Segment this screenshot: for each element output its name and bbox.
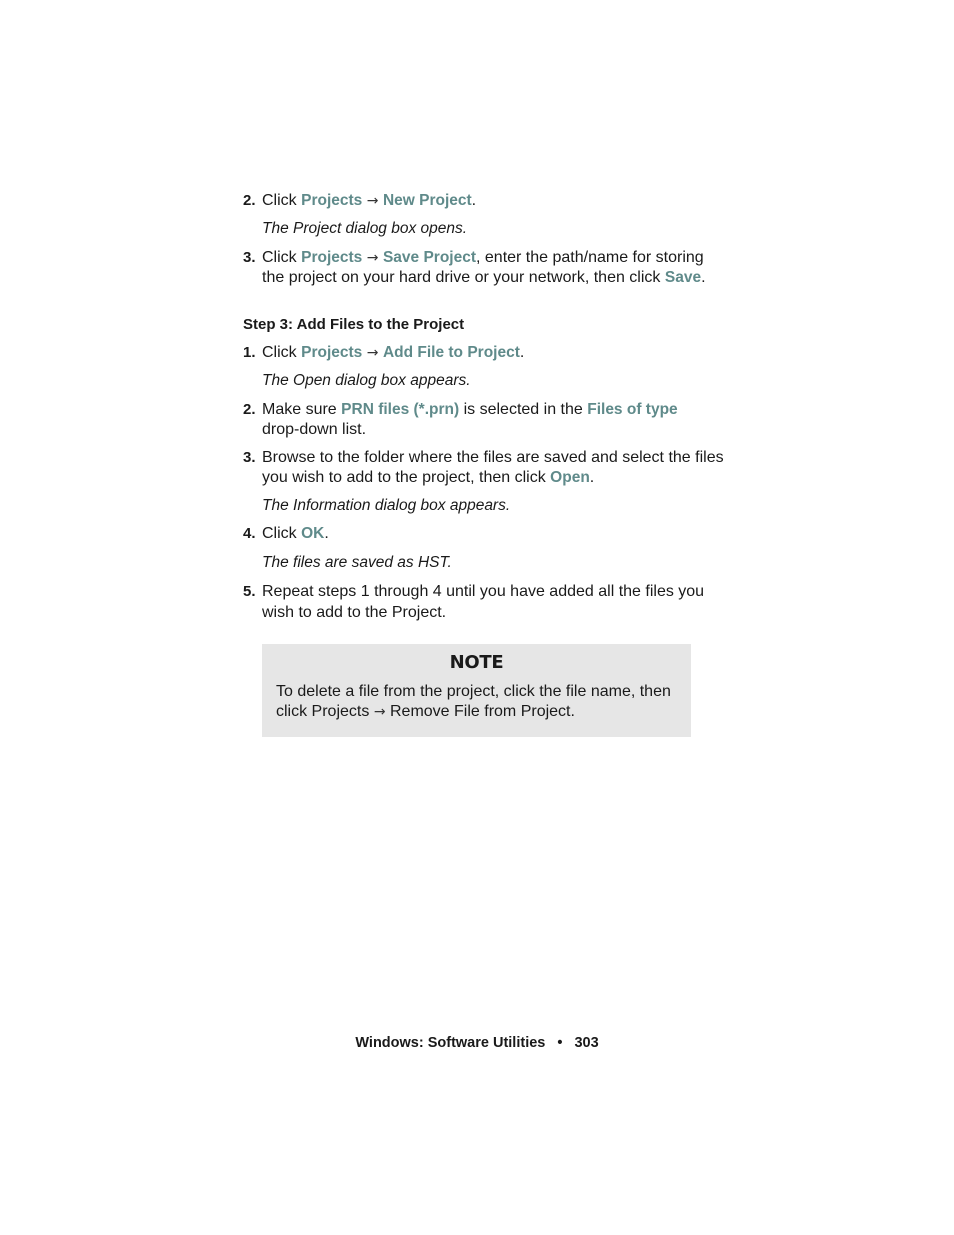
step-4-click-ok: 4. Click OK. [243,525,329,542]
menu-projects: Projects [301,249,363,266]
step-text: , enter the path/name for storing the project on your hard drive or your network, then click [262,249,704,286]
files-of-type-field: Files of type [587,401,678,418]
section-heading: Step 3: Add Files to the Project [243,316,465,333]
step-text: Click [262,192,297,209]
note-title: NOTE [449,652,504,673]
menu-item-save-project: Save Project [382,249,476,266]
save-button-label: Save [664,269,702,286]
step-number: 2. [243,192,256,209]
result-open-dialog: The Open dialog box appears. [262,372,471,389]
arrow-icon: → [366,250,379,266]
footer-bullet: • [557,1035,563,1051]
menu-item-new-project: New Project [382,192,472,209]
step-3-browse: 3. Browse to the folder where the files are saved and select the files you wish to add to the project, then click Open. [243,449,724,486]
page-number: 303 [574,1035,599,1051]
open-button-label: Open [550,469,590,486]
page-footer [0,1033,954,1053]
step-5-repeat [243,581,723,623]
note-body: To delete a file from the project, click the file name, then click Projects → Remove File from Project. [276,683,671,720]
step-2-file-type: 2. Make sure PRN files (*.prn) is selected in the Files of type drop-down list. [243,401,678,438]
prn-files-option: PRN files (*.prn) [341,401,460,418]
step-number: 4. [243,525,256,542]
result-saved-hst: The files are saved as HST. [262,554,452,571]
arrow-icon: → [366,193,379,209]
step-number: 2. [243,401,256,418]
step-text: Repeat steps 1 through 4 until you have added all the files you wish to add to the Project. [262,583,705,621]
menu-projects: Projects [301,344,363,361]
step-1-add-file: 1. Click Projects → Add File to Project. [243,344,525,361]
note-box [262,644,691,737]
arrow-icon: → [366,345,379,361]
step-number: 3. [243,249,256,266]
step-number: 5. [243,583,256,600]
result-information-dialog: The Information dialog box appears. [262,497,511,514]
step-number: 1. [243,344,256,361]
step-3-save-project: 3. Click Projects → Save Project, enter the path/name for storing the project on your hard drive or your network, then click Save. [243,249,706,286]
step-2-new-project: 2. Click Projects → New Project. [243,192,477,209]
menu-item-add-file: Add File to Project [382,344,520,361]
ok-button-label: OK [301,525,325,542]
result-project-dialog: The Project dialog box opens. [262,220,468,237]
footer-section: Windows: Software Utilities [355,1035,546,1051]
arrow-icon: → [373,704,386,720]
step-number: 3. [243,449,256,466]
menu-projects: Projects [301,192,363,209]
